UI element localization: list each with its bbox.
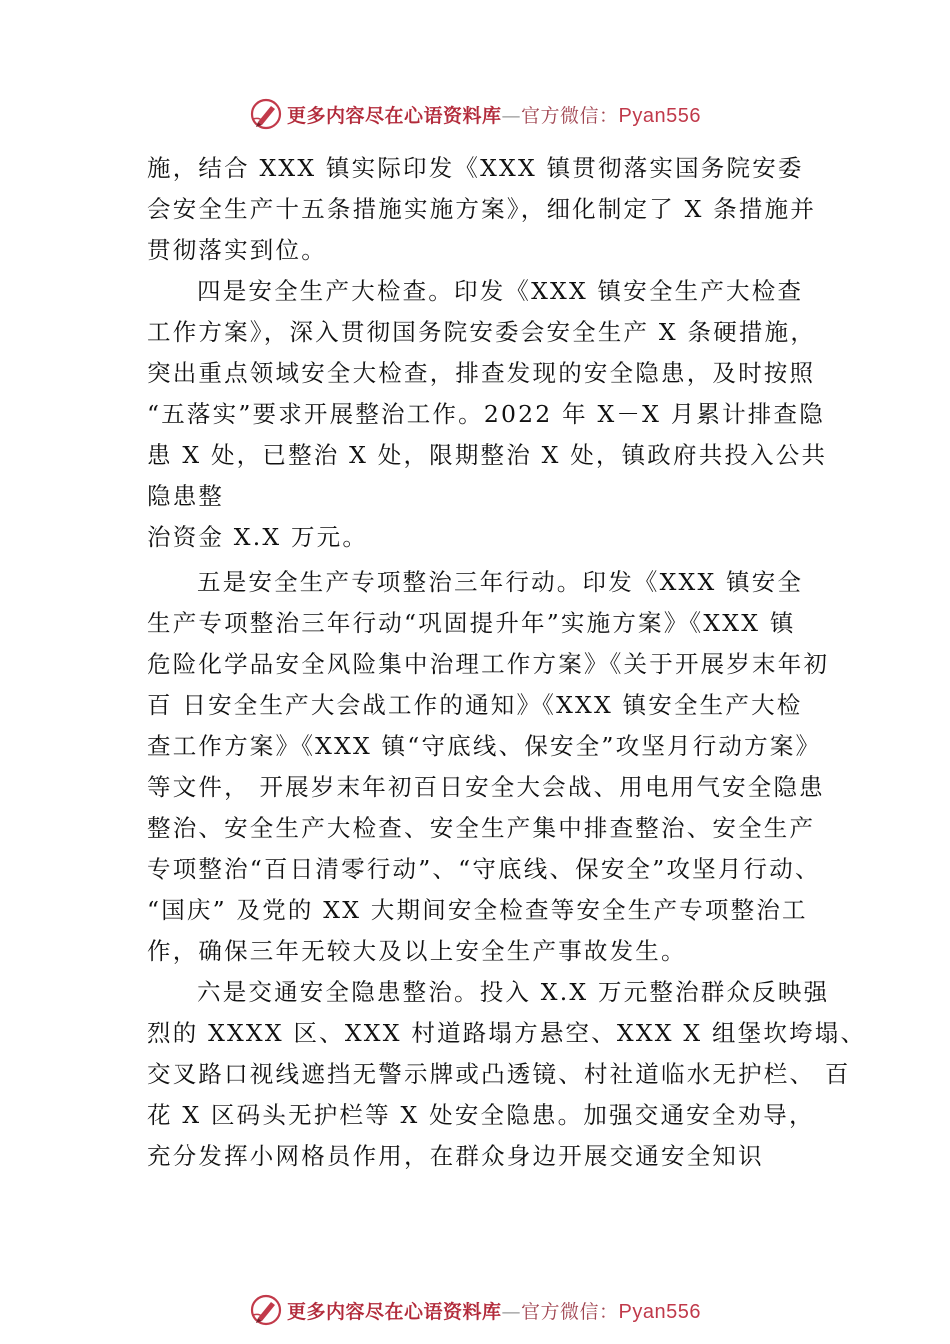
footer-brand-text: 更多内容尽在心语资料库 (287, 1300, 502, 1323)
header-dash: — (501, 104, 522, 127)
text-line: 工作方案》，深入贯彻国务院安委会安全生产 X 条硬措施， (147, 318, 817, 346)
header-text (287, 101, 701, 128)
text-line: 交叉路口视线遮挡无警示牌或凸透镜、村社道临水无护栏、 百 (147, 1060, 851, 1088)
footer-text (287, 1297, 701, 1324)
text-line: 突出重点领域安全大检查，排查发现的安全隐患，及时按照 (147, 359, 816, 387)
text-line: 等文件， 开展岁末年初百日安全大会战、用电用气安全隐患 (147, 773, 825, 801)
paragraph-start-line: 六是交通安全隐患整治。投入 X.X 万元整治群众反映强 (197, 978, 830, 1006)
text-line: 专项整治“百日清零行动”、“守底线、保安全”攻坚月行动、 (147, 855, 821, 883)
header-wechat-label: 官方微信： (521, 104, 619, 127)
text-line: 治资金 X.X 万元。 (147, 523, 369, 551)
paragraph-start-line: 四是安全生产大检查。印发《XXX 镇安全生产大检查 (197, 277, 804, 305)
footer-dash: — (501, 1300, 522, 1323)
text-line: 充分发挥小网格员作用，在群众身边开展交通安全知识 (147, 1142, 764, 1170)
pen-logo-icon (249, 97, 283, 131)
header-banner (0, 94, 950, 134)
text-line: 百 日安全生产大会战工作的通知》《XXX 镇安全生产大检 (147, 691, 803, 719)
pen-logo-icon (249, 1293, 283, 1327)
text-line: “五落实”要求开展整治工作。2022 年 X－X 月累计排查隐 (147, 400, 825, 428)
text-line: 烈的 XXXX 区、XXX 村道路塌方悬空、XXX X 组堡坎垮塌、 (147, 1019, 867, 1047)
text-line: 危险化学品安全风险集中治理工作方案》《关于开展岁末年初 (147, 650, 830, 678)
text-line: 作，确保三年无较大及以上安全生产事故发生。 (147, 937, 687, 965)
footer-wechat-label: 官方微信： (521, 1300, 619, 1323)
text-line: 生产专项整治三年行动“巩固提升年”实施方案》《XXX 镇 (147, 609, 796, 637)
footer-wechat-id: Pyan556 (618, 1300, 701, 1323)
document-body (147, 148, 867, 1177)
text-line: 贯彻落实到位。 (147, 236, 327, 264)
text-line: 施，结合 XXX 镇实际印发《XXX 镇贯彻落实国务院安委 (147, 154, 804, 182)
text-line: 隐患整 (147, 482, 225, 510)
footer-banner (0, 1290, 950, 1330)
text-line: 花 X 区码头无护栏等 X 处安全隐患。加强交通安全劝导， (147, 1101, 815, 1129)
text-line: “国庆” 及党的 XX 大期间安全检查等安全生产专项整治工 (147, 896, 808, 924)
header-brand-text: 更多内容尽在心语资料库 (287, 104, 502, 127)
text-line: 整治、安全生产大检查、安全生产集中排查整治、安全生产 (147, 814, 816, 842)
text-line: 会安全生产十五条措施实施方案》，细化制定了 X 条措施并 (147, 195, 817, 223)
text-line: 患 X 处，已整治 X 处，限期整治 X 处，镇政府共投入公共 (147, 441, 828, 469)
paragraph-start-line: 五是安全生产专项整治三年行动。印发《XXX 镇安全 (197, 568, 804, 596)
text-line: 查工作方案》《XXX 镇“守底线、保安全”攻坚月行动方案》 (147, 732, 822, 760)
header-wechat-id: Pyan556 (618, 104, 701, 127)
